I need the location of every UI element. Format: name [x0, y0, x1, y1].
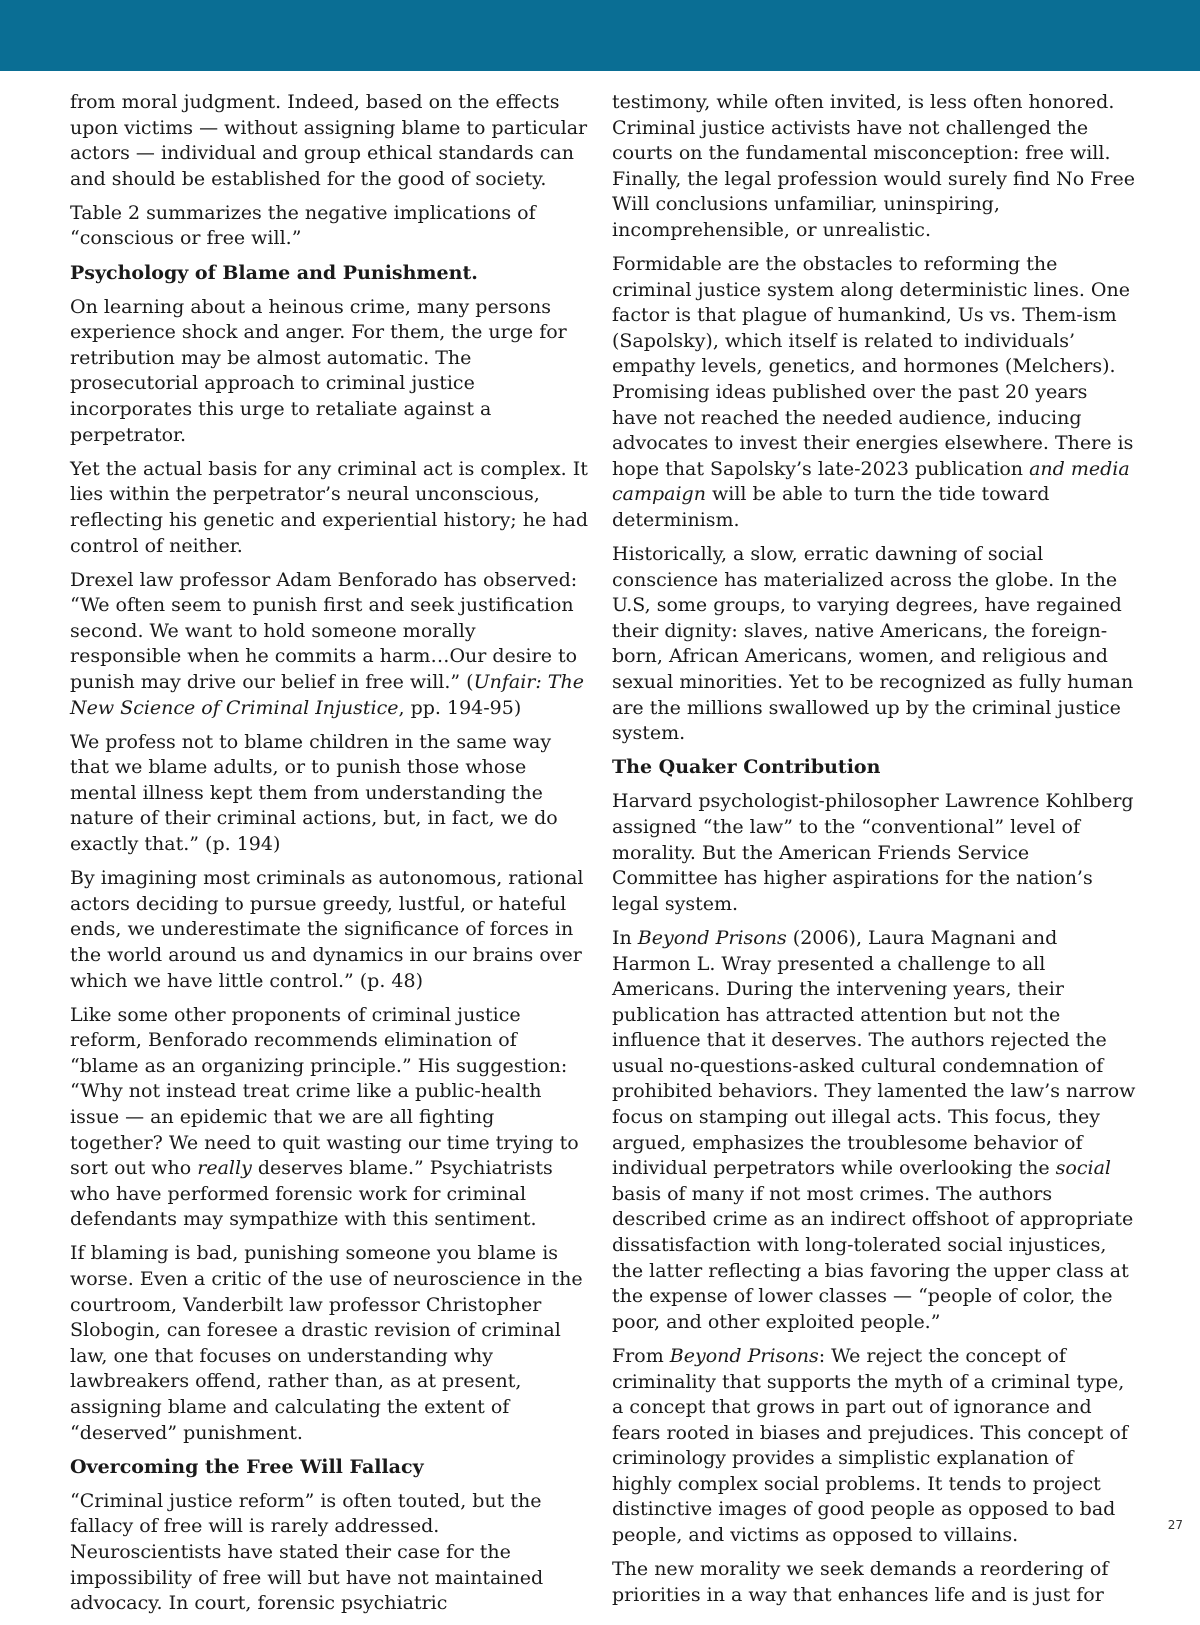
text-run: Drexel law professor Adam Benforado has observed: “We often seem to punish first and seek justification second. We want to hold someone morally responsible when he commits a harm…Our desire to punish may drive our belief in free will.” (	[70, 568, 578, 693]
page-number: 27	[1167, 1518, 1183, 1532]
paragraph	[70, 568, 590, 722]
paragraph: Historically, a slow, erratic dawning of social conscience has materialized across the globe. In the U.S, some groups, to varying degrees, have regained their dignity: slaves, native Americans, the foreign-born, African Americans, women, and religious and sexual minorities. Yet to be recognized as fully human are the millions swallowed up by the criminal justice system.	[612, 543, 1134, 745]
paragraph: from moral judgment. Indeed, based on the effects upon victims — without assigning blame to particular actors — individual and group ethical standards can and should be established for the good of society.	[70, 91, 588, 190]
text-run: will be able to turn the tide toward determinism.	[612, 483, 1050, 531]
section-heading: Overcoming the Free Will Fallacy	[70, 1455, 424, 1478]
paragraph: By imagining most criminals as autonomous, rational actors deciding to pursue greedy, lustful, or hateful ends, we underestimate the significance of forces in the world around us and dynamics in our brains over which we have little control.” (p. 48)	[70, 867, 584, 992]
text-run: basis of many if not most crimes. The authors described crime as an indirect offshoot of appropriate dissatisfaction with long-tolerated social injustices, the latter reflecting a bias favoring the upper class at the expense of lower classes — “people of color, the poor, and other exploited people.”	[612, 1182, 1134, 1333]
text-run: (2006), Laura Magnani and Harmon L. Wray presented a challenge to all Americans. During the intervening years, their publication has attracted attention but not the influence that it deserves. The authors rejected the usual no-questions-asked cultural condemnation of prohibited behaviors. They lamented the law’s narrow focus on stamping out illegal acts. This focus, they argued, emphasizes the troublesome behavior of individual perpetrators while overlooking the	[612, 926, 1136, 1180]
text-run: : We reject the concept of criminality that supports the myth of a criminal type, a concept that grows in part out of ignorance and fears rooted in biases and prejudices. This concept of criminology provides a simplistic explanation of highly complex social problems. It tends to project distinctive images of good people as opposed to bad people, and victims as opposed to villains.	[612, 1344, 1128, 1547]
paragraph: Harvard psychologist-philosopher Lawrence Kohlberg assigned “the law” to the “conventional” level of morality. But the American Friends Service Committee has higher aspirations for the nation’s legal system.	[612, 790, 1134, 915]
header-bar	[0, 0, 1200, 71]
emphasis: and media campaign	[612, 457, 1130, 506]
book-title: Unfair: The New Science of Criminal Injustice	[70, 670, 584, 719]
paragraph	[612, 252, 1137, 534]
text-run: Formidable are the obstacles to reforming the criminal justice system along deterministic lines. One factor is that plague of humankind, Us vs. Them-ism (Sapolsky), which itself is related to individuals’ empathy levels, genetics, and hormones (Melchers). Promising ideas published over the past 20 years have not reached the needed audience, inducing advocates to invest their energies elsewhere. There is hope that Sapolsky’s late-2023 publication	[612, 253, 1134, 480]
paragraph: “Criminal justice reform” is often touted, but the fallacy of free will is rarely addressed. Neuroscientists have stated their case for the impossibility of free will but have not maintained advocacy. In court, forensic psychiatric	[70, 1489, 544, 1615]
text-run: deserves blame.” Psychiatrists who have performed forensic work for criminal defendants may sympathize with this sentiment.	[70, 1157, 553, 1231]
emphasis: really	[197, 1157, 252, 1180]
paragraph: On learning about a heinous crime, many persons experience shock and anger. For them, the urge for retribution may be almost automatic. The prosecutorial approach to criminal justice incorporates this urge to retaliate against a perpetrator.	[70, 295, 567, 446]
emphasis: social	[1055, 1157, 1111, 1180]
paragraph	[612, 1344, 1137, 1549]
text-run: From	[612, 1344, 670, 1367]
right-column	[612, 90, 1137, 1617]
paragraph: Yet the actual basis for any criminal act is complex. It lies within the perpetrator’s neural unconscious, reflecting his genetic and experiential history; he had control of neither.	[70, 457, 588, 557]
paragraph: If blaming is bad, punishing someone you blame is worse. Even a critic of the use of neuroscience in the courtroom, Vanderbilt law professor Christopher Slobogin, can foresee a drastic revision of criminal law, one that focuses on understanding why lawbreakers offend, rather than, as at present, assigning blame and calculating the extent of “deserved” punishment.	[70, 1242, 583, 1444]
section-heading: The Quaker Contribution	[612, 756, 881, 779]
book-title: Beyond Prisons	[637, 926, 787, 949]
text-run: Like some other proponents of criminal justice reform, Benforado recommends elimination of “blame as an organizing principle.” His suggestion: “Why not instead treat crime like a public-health issue — an epidemic that we are all fighting together? We need to quit wasting our time trying to sort out who	[70, 1003, 579, 1180]
paragraph: We profess not to blame children in the same way that we blame adults, or to punish those whose mental illness kept them from understanding the nature of their criminal actions, but, in fact, we do exactly that.” (p. 194)	[70, 730, 558, 856]
paragraph: The new morality we seek demands a reordering of priorities in a way that enhances life and is just for	[612, 1558, 1109, 1606]
paragraph: Table 2 summarizes the negative implications of “conscious or free will.”	[70, 201, 536, 250]
left-column	[70, 90, 590, 1625]
section-heading: Psychology of Blame and Punishment.	[70, 261, 478, 284]
paragraph	[70, 1003, 590, 1233]
paragraph	[612, 926, 1137, 1336]
text-run: , pp. 194-95)	[398, 696, 522, 719]
text-run: In	[612, 926, 638, 949]
paragraph: testimony, while often invited, is less often honored. Criminal justice activists have not challenged the courts on the fundamental misconception: free will. Finally, the legal profession would surely find No Free Will conclusions unfamiliar, uninspiring, incomprehensible, or unrealistic.	[612, 91, 1135, 241]
book-title: Beyond Prisons	[669, 1344, 819, 1367]
